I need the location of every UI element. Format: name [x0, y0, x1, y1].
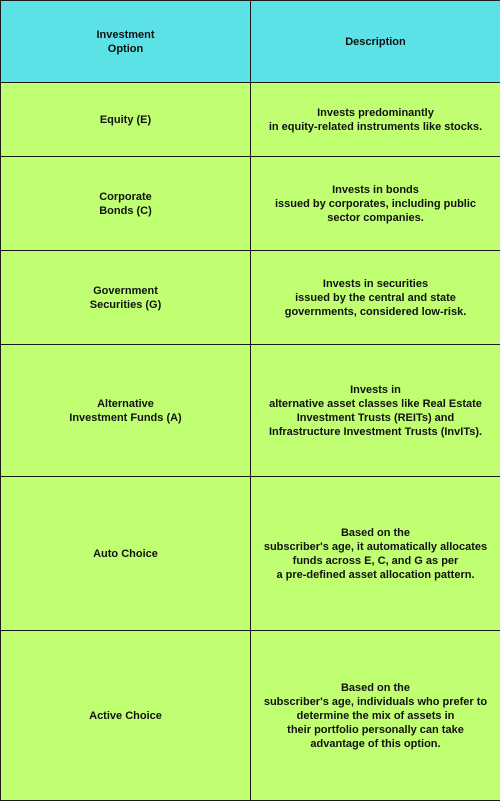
cell-option-equity: Equity (E) — [1, 83, 251, 157]
cell-option-auto-choice: Auto Choice — [1, 477, 251, 631]
cell-option-active-choice: Active Choice — [1, 631, 251, 801]
table-row-equity — [1, 83, 500, 157]
cell-description-alternative-investment-funds: Invests in alternative asset classes like Real Estate Investment Trusts (REITs) and Infrastructure Investment Trusts (InvITs). — [251, 345, 500, 477]
cell-option-government-securities: Government Securities (G) — [1, 251, 251, 345]
table-row-alternative-investment-funds — [1, 345, 500, 477]
table-row-government-securities — [1, 251, 500, 345]
header-description: Description — [251, 1, 500, 83]
cell-description-equity: Invests predominantly in equity-related instruments like stocks. — [251, 83, 500, 157]
cell-description-corporate-bonds: Invests in bonds issued by corporates, including public sector companies. — [251, 157, 500, 251]
table-header-row — [1, 1, 500, 83]
cell-option-corporate-bonds: Corporate Bonds (C) — [1, 157, 251, 251]
cell-description-active-choice: Based on the subscriber's age, individuals who prefer to determine the mix of assets in their portfolio personally can take advantage of this option. — [251, 631, 500, 801]
header-investment-option: Investment Option — [1, 1, 251, 83]
table-row-corporate-bonds — [1, 157, 500, 251]
table-row-auto-choice — [1, 477, 500, 631]
table-row-active-choice — [1, 631, 500, 801]
cell-description-government-securities: Invests in securities issued by the central and state governments, considered low-risk. — [251, 251, 500, 345]
cell-description-auto-choice: Based on the subscriber's age, it automatically allocates funds across E, C, and G as per a pre-defined asset allocation pattern. — [251, 477, 500, 631]
cell-option-alternative-investment-funds: Alternative Investment Funds (A) — [1, 345, 251, 477]
